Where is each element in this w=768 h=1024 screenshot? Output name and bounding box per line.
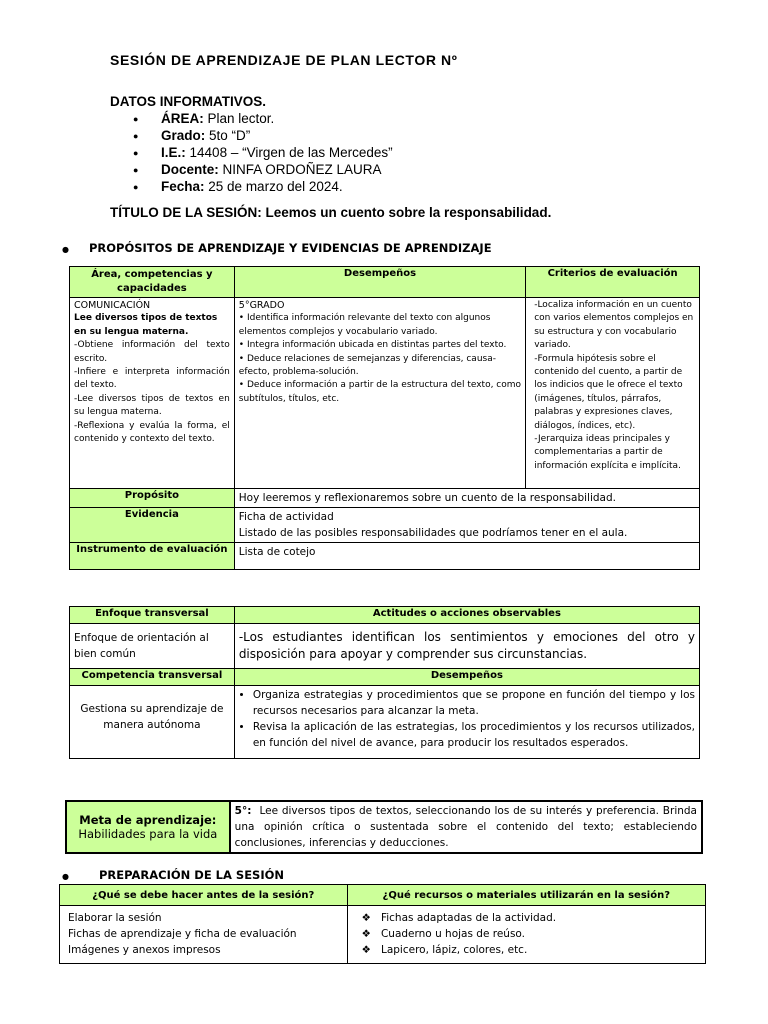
criterio-item: -Jerarquiza ideas principales y complementarias a partir de información explícita e implícita.	[534, 434, 681, 471]
instrumento-value: Lista de cotejo	[234, 543, 699, 570]
recurso-item: ❖ Lapicero, lápiz, colores, etc.	[361, 944, 528, 956]
enfoque-table	[69, 606, 700, 759]
meta-text: Lee diversos tipos de textos, seleccionando los de su interés y preferencia. Brinda una opinión crítica o sustentada sobre el contenido del texto; estableciendo conclusiones, inferencias y deducciones.	[234, 805, 697, 849]
bullet-icon: ●	[133, 181, 139, 192]
header-desempenos: Desempeños	[234, 267, 525, 298]
desempenos-transversal	[234, 686, 699, 759]
info-item-fecha: ● Fecha: 25 de marzo del 2024.	[133, 179, 343, 194]
bullet-icon: ●	[133, 147, 139, 158]
meta-label: Meta de aprendizaje:	[79, 813, 217, 827]
desempeno-item: • Integra información ubicada en distintas partes del texto.	[238, 340, 507, 351]
header-recursos: ¿Qué recursos o materiales utilizarán en la sesión?	[347, 885, 705, 906]
criterio-item: -Formula hipótesis sobre el contenido del cuento, a partir de los indicios que le ofrece el texto (imágenes, títulos, párrafos, palabras y expresiones claves, diálogos, índices, etc).	[534, 353, 683, 431]
proposito-value: Hoy leeremos y reflexionaremos sobre un cuento de la responsabilidad.	[234, 489, 699, 508]
instrumento-label: Instrumento de evaluación	[70, 543, 235, 570]
capacidad-item: -Lee diversos tipos de textos en su lengua materna.	[74, 393, 230, 418]
antes-item: Fichas de aprendizaje y ficha de evaluación	[68, 928, 297, 940]
datos-heading: DATOS INFORMATIVOS.	[110, 94, 267, 109]
bullet-icon: ●	[133, 113, 139, 124]
meta-table	[65, 800, 703, 854]
proposito-label: Propósito	[70, 489, 235, 508]
capacidad-item: -Reflexiona y evalúa la forma, el contenido y contexto del texto.	[74, 420, 230, 445]
cell-competencias	[70, 298, 235, 489]
info-item-ie: ● I.E.: 14408 – “Virgen de las Mercedes”	[133, 145, 393, 160]
desempeno-item: • Deduce información a partir de la estructura del texto, como subtítulos, títulos, etc.	[238, 380, 522, 404]
evidencia-value: Ficha de actividad Listado de las posibles responsabilidades que podríamos tener en el aula.	[234, 508, 699, 543]
diamond-bullet-icon: ❖	[361, 928, 371, 940]
header-desempenos-2: Desempeños	[234, 669, 699, 686]
header-actitudes: Actitudes o acciones observables	[234, 607, 699, 624]
info-item-grado: ● Grado: 5to “D”	[133, 128, 251, 143]
actitud-value: -Los estudiantes identifican los sentimientos y emociones del otro y disposición para apoyar y comprender sus circunstancias.	[234, 624, 699, 669]
info-item-docente: ● Docente: NINFA ORDOÑEZ LAURA	[133, 162, 382, 177]
meta-sub: Habilidades para la vida	[78, 827, 218, 841]
antes-cell	[60, 906, 348, 964]
meta-label-cell	[66, 801, 230, 853]
criterio-item: -Localiza información en un cuento con varios elementos complejos en su estructura y con vocabulario variado.	[534, 300, 694, 351]
desempeno-transversal-item: • Organiza estrategias y procedimientos que se propone en función del tiempo y los recursos necesarios para alcanzar la meta.	[253, 687, 695, 719]
diamond-bullet-icon: ❖	[361, 912, 371, 924]
antes-item: Imágenes y anexos impresos	[68, 944, 221, 956]
meta-text-cell	[230, 801, 702, 853]
competencia-transversal-value: Gestiona su aprendizaje de manera autónoma	[70, 686, 235, 759]
bullet-icon: ●	[133, 164, 139, 175]
capacidad-item: -Obtiene información del texto escrito.	[74, 340, 230, 364]
antes-item: Elaborar la sesión	[68, 912, 162, 924]
enfoque-value: Enfoque de orientación al bien común	[70, 624, 235, 669]
bullet-icon: ●	[62, 872, 69, 881]
desempeno-item: • Identifica información relevante del texto con algunos elementos complejos y vocabulario variado.	[238, 313, 491, 337]
session-title-heading: SESIÓN DE APRENDIZAJE DE PLAN LECTOR Nº	[110, 52, 458, 68]
bullet-icon: ●	[133, 130, 139, 141]
desempeno-item: • Deduce relaciones de semejanzas y diferencias, causa-efecto, problema-solución.	[238, 353, 496, 378]
session-title: TÍTULO DE LA SESIÓN: Leemos un cuento sobre la responsabilidad.	[110, 205, 552, 220]
grado-label: 5°GRADO	[238, 300, 285, 311]
header-antes: ¿Qué se debe hacer antes de la sesión?	[60, 885, 348, 906]
competencia-text: Lee diversos tipos de textos en su lengua materna.	[74, 313, 218, 337]
section-heading-preparacion: ● PREPARACIÓN DE LA SESIÓN	[62, 868, 285, 882]
bullet-icon: ●	[62, 245, 69, 254]
cell-desempenos	[234, 298, 525, 489]
header-enfoque: Enfoque transversal	[70, 607, 235, 624]
preparacion-table	[59, 884, 706, 964]
recursos-cell	[347, 906, 705, 964]
area-label: COMUNICACIÓN	[74, 300, 151, 311]
info-item-area: ● ÁREA: Plan lector.	[133, 111, 275, 126]
header-area: Área, competencias y capacidades	[70, 267, 235, 298]
diamond-bullet-icon: ❖	[361, 944, 371, 956]
desempeno-transversal-item: • Revisa la aplicación de las estrategias, los procedimientos y los recursos utilizados, en función del nivel de avance, para producir los resultados esperados.	[253, 719, 695, 751]
evidencia-label: Evidencia	[70, 508, 235, 543]
section-heading-propositos: ● PROPÓSITOS DE APRENDIZAJE Y EVIDENCIAS DE APRENDIZAJE	[62, 241, 492, 255]
header-criterios: Criterios de evaluación	[526, 267, 700, 298]
propositos-table	[69, 266, 700, 570]
recurso-item: ❖ Cuaderno u hojas de reúso.	[361, 928, 526, 940]
cell-criterios	[526, 298, 700, 489]
header-competencia-transversal: Competencia transversal	[70, 669, 235, 686]
info-list	[133, 110, 393, 195]
capacidad-item: -Infiere e interpreta información del texto.	[74, 367, 230, 391]
recurso-item: ❖ Fichas adaptadas de la actividad.	[361, 912, 557, 924]
meta-grade: 5°:	[234, 805, 252, 817]
